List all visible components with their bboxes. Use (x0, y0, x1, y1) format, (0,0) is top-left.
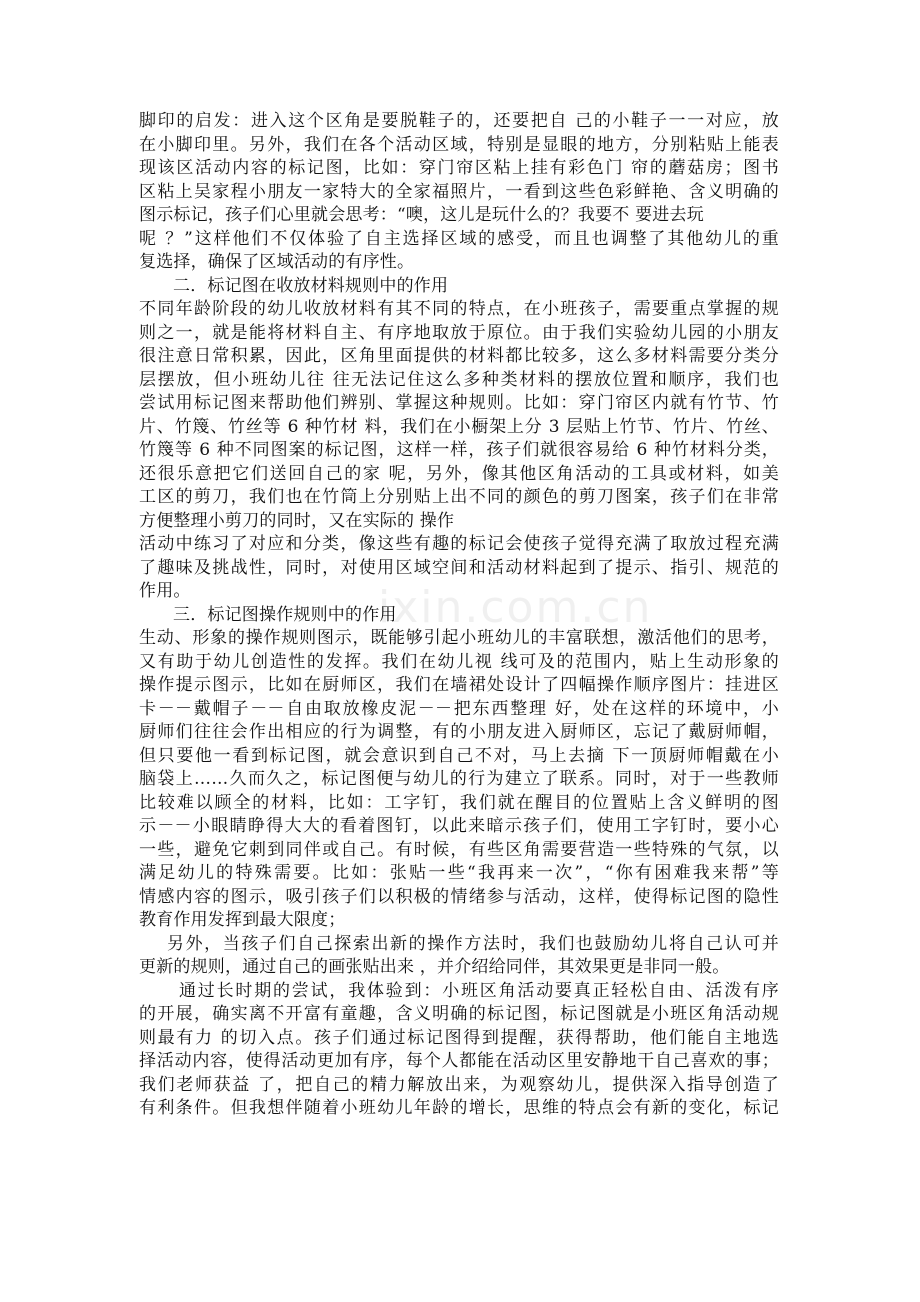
text-line: 工区的剪刀，我们也在竹筒上分别贴上出不同的颜色的剪刀图案，孩子们在非常 (139, 487, 779, 507)
text-line: 则之一，就是能将材料自主、有序地取放于原位。由于我们实验幼儿园的小朋友 (139, 322, 779, 343)
text-line: 了趣味及挑战性，同时，对使用区域空间和活动材料起到了提示、指引、规范的 (139, 557, 779, 578)
text-line: 另外，当孩子们自己探索出新的操作方法时，我们也鼓励幼儿将自己认可并 (167, 933, 779, 954)
text-line: 择活动内容，使得活动更加有序，每个人都能在活动区里安静地干自己喜欢的事； (139, 1051, 779, 1071)
text-line: 又有助于幼儿创造性的发挥。我们在幼儿视 线可及的范围内，贴上生动形象的 (139, 651, 779, 672)
text-line: 很注意日常积累，因此，区角里面提供的材料都比较多，这么多材料需要分类分 (139, 346, 779, 366)
section-heading: 三．标记图操作规则中的作用 (173, 604, 397, 625)
text-line: 图示标记，孩子们心里就会思考：“噢，这儿是玩什么的？我要不 要进去玩 (139, 205, 704, 225)
text-line: 操作提示图示，比如在厨师区，我们在墙裙处设计了四幅操作顺序图片：挂进区 (139, 675, 779, 695)
text-line: 情感内容的图示，吸引孩子们以积极的情绪参与活动，这样，使得标记图的隐性 (139, 886, 779, 907)
text-line: 尝试用标记图来帮助他们辨别、掌握这种规则。比如：穿门帘区内就有竹节、竹 (139, 393, 779, 413)
text-line: 区粘上吴家程小朋友一家特大的全家福照片，一看到这些色彩鲜艳、含义明确的 (139, 181, 779, 202)
text-line: 比较难以顾全的材料，比如：工字钉，我们就在醒目的位置贴上含义鲜明的图 (139, 792, 779, 813)
text-line: 通过长时期的尝试，我体验到：小班区角活动要真正轻松自由、活泼有序 (179, 980, 779, 1001)
text-line: 的开展，确实离不开富有童趣，含义明确的标记图，标记图就是小班区角活动规 (139, 1004, 779, 1024)
text-line: 活动中练习了对应和分类，像这些有趣的标记会使孩子觉得充满了取放过程充满 (139, 534, 779, 554)
text-line: 示－－小眼睛睁得大大的看着图钉，以此来暗示孩子们，使用工字钉时，要小心 (139, 816, 779, 836)
text-line: 厨师们往往会作出相应的行为调整，有的小朋友进入厨师区，忘记了戴厨师帽， (139, 722, 779, 742)
text-line: 还很乐意把它们送回自己的家 呢，另外，像其他区角活动的工具或材料，如美 (139, 463, 779, 484)
text-line: 我们老师获益 了，把自己的精力解放出来，为观察幼儿，提供深入指导创造了 (139, 1074, 779, 1095)
text-line: 不同年龄阶段的幼儿收放材料有其不同的特点，在小班孩子，需要重点掌握的规 (139, 299, 779, 319)
text-line: 则最有力 的切入点。孩子们通过标记图得到提醒，获得帮助，他们能自主地选 (139, 1027, 779, 1048)
text-line: 有利条件。但我想伴随着小班幼儿年龄的增长，思维的特点会有新的变化，标记 (139, 1098, 779, 1118)
text-line: 教育作用发挥到最大限度； (139, 910, 346, 930)
text-line: 层摆放，但小班幼儿往 往无法记住这么多种类材料的摆放位置和顺序，我们也 (139, 369, 779, 390)
text-line: 更新的规则，通过自己的画张贴出来 ，并介绍给同伴，其效果更是非同一般。 (139, 957, 730, 977)
text-line: 生动、形象的操作规则图示，既能够引起小班幼儿的丰富联想，激活他们的思考， (139, 628, 779, 648)
text-line: 卡－－戴帽子－－自由取放橡皮泥－－把东西整理 好，处在这样的环境中，小 (139, 698, 779, 719)
text-line: 在小脚印里。另外，我们在各个活动区域，特别是显眼的地方，分别粘贴上能表 (139, 134, 779, 155)
section-heading: 二．标记图在收放材料规则中的作用 (173, 275, 449, 296)
text-line: 脑袋上……久而久之，标记图便与幼儿的行为建立了联系。同时，对于一些教师 (139, 769, 779, 789)
text-line: 脚印的启发：进入这个区角是要脱鞋子的，还要把自 己的小鞋子一一对应，放 (139, 111, 779, 131)
text-line: 竹篾等 6 种不同图案的标记图，这样一样，孩子们就很容易给 6 种竹材料分类， (139, 440, 779, 460)
document-body (139, 110, 779, 1121)
text-line: 复选择，确保了区域活动的有序性。 (139, 252, 415, 272)
watermark: ixin.com.cn (378, 582, 653, 633)
text-line: 一些，避免它刺到同伴或自己。有时候，有些区角需要营造一些特殊的气氛，以 (139, 839, 779, 860)
text-line: 但只要他一看到标记图，就会意识到自己不对，马上去摘 下一顶厨师帽戴在小 (139, 745, 779, 766)
text-line: 呢 ？”这样他们不仅体验了自主选择区域的感受，而且也调整了其他幼儿的重 (139, 228, 779, 249)
text-line: 片、竹篾、竹丝等 6 种竹材 料，我们在小橱架上分 3 层贴上竹节、竹片、竹丝、 (139, 416, 779, 437)
text-line: 方便整理小剪刀的同时，又在实际的 操作 (139, 510, 455, 531)
text-line: 满足幼儿的特殊需要。比如：张贴一些“我再来一次”，“你有困难我来帮”等 (139, 863, 779, 883)
text-line: 现该区活动内容的标记图，比如：穿门帘区粘上挂有彩色门 帘的蘑菇房；图书 (139, 158, 779, 178)
text-line: 作用。 (139, 581, 191, 601)
